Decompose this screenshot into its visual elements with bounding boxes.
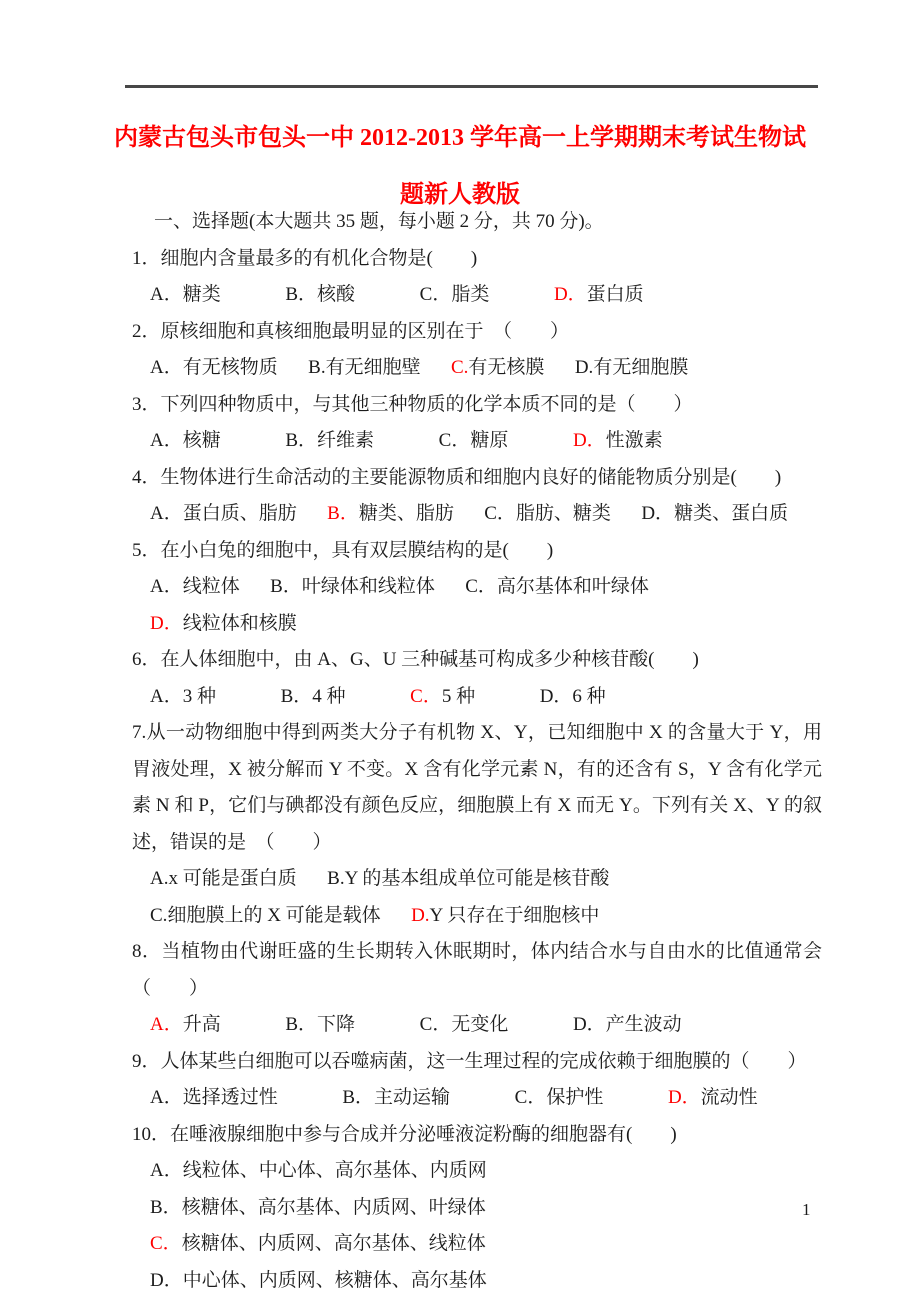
question-2-options-row [132,350,822,387]
option-text: 4 种 [312,685,346,707]
option-text: 糖类、脂肪 [358,503,454,524]
option-letter: B． [285,284,318,305]
question-5-stem: 5．在小白兔的细胞中，具有双层膜结构的是( ) [132,539,554,561]
question-9-stem: 9．人体某些白细胞可以吞噬病菌，这一生理过程的完成依赖于细胞膜的（ ） [132,1050,807,1072]
question-3-option-B [285,423,374,460]
question-1-options-row [132,277,822,314]
option-text: 有无细胞壁 [325,357,421,378]
option-letter: A． [150,430,183,451]
option-letter: B． [285,1014,318,1035]
question-10-stem: 10．在唾液腺细胞中参与合成并分泌唾液淀粉酶的细胞器有( ) [132,1123,677,1145]
option-letter: C． [419,1014,452,1035]
question-6-stem: 6．在人体细胞中，由 A、G、U 三种碱基可构成多少种核苷酸( ) [132,649,699,670]
option-text: 无变化 [451,1014,509,1035]
document-title-line1: 内蒙古包头市包头一中 2012-2013 学年高一上学期期末考试生物试 [114,125,806,151]
question-10-options-row [132,1190,822,1227]
option-letter: A. [150,868,169,889]
question-5-option-D [150,606,297,643]
question-5-options-row [132,569,822,642]
option-text: 核糖体、内质网、高尔基体、线粒体 [181,1233,486,1254]
option-text: 高尔基体和叶绿体 [496,576,649,597]
question-9-option-C [515,1080,604,1117]
question-6-option-C [410,679,475,716]
option-text: x 可能是蛋白质 [168,868,297,889]
option-text: 线粒体和核膜 [182,612,297,634]
option-text: 线粒体、中心体、高尔基体、内质网 [182,1160,487,1181]
option-text: 糖类、蛋白质 [674,503,789,524]
option-letter: B． [280,685,313,707]
question-3-option-A [150,423,221,460]
header-rule [125,85,818,88]
question-2-option-B [308,350,420,387]
question-10-option-D [150,1263,487,1300]
question-9-option-B [342,1080,450,1117]
option-text: 有无细胞膜 [593,357,689,378]
option-text: 脂类 [451,284,490,305]
option-text: 细胞膜上的 X 可能是载体 [167,904,381,926]
question-5-option-C [465,569,649,606]
option-letter: A． [150,357,183,378]
option-text: 糖类 [182,284,221,305]
option-letter: A． [150,1160,183,1181]
option-letter: D． [150,1269,183,1291]
option-letter: C. [150,904,168,926]
question-1-stem: 1．细胞内含量最多的有机化合物是( ) [132,247,478,269]
option-letter: C． [419,284,452,305]
question-9-options-row [132,1080,822,1117]
question-6-option-D [540,679,606,716]
answer-letter: A． [150,1014,183,1035]
option-letter: C． [514,1087,547,1108]
question-7-option-A [150,861,297,898]
document-title-line2: 题新人教版 [400,182,520,208]
option-text: 核酸 [317,284,356,305]
question-1-option-B [285,277,355,314]
option-letter: A． [150,1087,183,1108]
option-letter: D． [539,685,573,707]
option-text: 核糖体、高尔基体、内质网、叶绿体 [181,1196,486,1218]
option-text: 糖原 [470,430,509,451]
option-letter: B． [270,576,302,597]
question-3-option-D [573,423,663,460]
answer-letter: C. [450,357,469,378]
option-text: Y 的基本组成单位可能是核苷酸 [344,868,610,889]
option-letter: D. [574,357,594,378]
question-7-option-B [327,861,609,898]
section-header: 一、选择题(本大题共 35 题，每小题 2 分，共 70 分)。 [154,211,604,232]
option-text: 主动运输 [374,1087,451,1108]
question-7-options-row [132,861,822,898]
option-text: 叶绿体和线粒体 [301,576,435,597]
option-letter: A． [150,503,183,524]
option-letter: B． [342,1087,375,1108]
question-4-option-A [150,496,297,533]
option-text: 中心体、内质网、核糖体、高尔基体 [182,1269,487,1291]
option-text: 产生波动 [605,1014,682,1035]
option-letter: D． [641,503,675,524]
option-text: 3 种 [182,685,216,707]
question-8-option-C [420,1007,509,1044]
document-body [132,204,822,1299]
question-7-stem: 7.从一动物细胞中得到两类大分子有机物 X、Y，已知细胞中 X 的含量大于 Y，用胃液处理，X 被分解而 Y 不变。X 含有化学元素 N，有的还含有 S，Y 含有化学元素 N 和 P，它们与碘都没有颜色反应，细胞膜上有 X 而无 Y。下列有关 X、Y 的叙述，错误的是 （ ） [132,722,822,853]
question-10-options-row [132,1226,822,1263]
option-letter: A． [150,576,183,597]
option-text: 线粒体 [182,576,240,597]
answer-letter: D． [572,430,606,451]
option-text: 脂肪、糖类 [515,503,611,524]
question-8-options-row [132,1007,822,1044]
question-list [132,241,822,1300]
question-2-option-C [451,350,544,387]
question-2-option-D [575,350,689,387]
option-letter: A． [150,685,183,707]
answer-letter: D． [553,284,587,305]
option-letter: C． [465,576,497,597]
question-1-option-C [420,277,490,314]
answer-letter: D． [667,1087,701,1108]
option-text: 6 种 [572,685,606,707]
question-4-stem: 4．生物体进行生命活动的主要能源物质和细胞内良好的储能物质分别是( ) [132,466,782,488]
question-4-options-row [132,496,822,533]
question-3-stem: 3．下列四种物质中，与其他三种物质的化学本质不同的是（ ） [132,393,693,415]
question-8-option-D [573,1007,682,1044]
option-text: 蛋白质 [586,284,644,305]
question-10-option-A [150,1153,487,1190]
question-7-options-row [132,898,822,935]
option-letter: B. [327,868,345,889]
question-6-options-row [132,679,822,716]
option-text: 有无核物质 [182,357,278,378]
question-5-option-A [150,569,240,606]
option-letter: D． [572,1014,606,1035]
question-10-options-row [132,1153,822,1190]
answer-letter: B． [327,503,359,524]
question-7-option-C [150,898,381,935]
page-number: 1 [802,1200,811,1219]
option-text: 性激素 [605,430,663,451]
option-letter: C． [438,430,471,451]
question-10-options-row [132,1263,822,1300]
option-letter: B. [308,357,326,378]
option-letter: A． [150,284,183,305]
question-1-option-D [554,277,644,314]
option-text: 蛋白质、脂肪 [182,503,297,524]
question-4-option-C [484,496,611,533]
option-text: 流动性 [700,1087,758,1108]
question-2-stem: 2．原核细胞和真核细胞最明显的区别在于 （ ） [132,320,570,342]
question-9-option-D [668,1080,758,1117]
answer-letter: D. [411,904,430,926]
question-9-option-A [150,1080,278,1117]
option-letter: C． [484,503,516,524]
option-letter: B． [150,1196,182,1218]
option-text: 纤维素 [317,430,375,451]
question-3-options-row [132,423,822,460]
question-4-option-B [327,496,454,533]
question-6-option-A [150,679,216,716]
option-letter: B． [285,430,318,451]
answer-letter: C． [410,685,442,707]
answer-letter: C． [150,1233,182,1254]
option-text: 下降 [317,1014,356,1035]
question-7-option-D [411,898,599,935]
question-10-option-C [150,1226,486,1263]
question-10-option-B [150,1190,486,1227]
question-8-stem: 8．当植物由代谢旺盛的生长期转入休眠期时，体内结合水与自由水的比值通常会（ ） [132,941,822,999]
option-text: 升高 [182,1014,221,1035]
question-6-option-B [281,679,346,716]
question-1-option-A [150,277,221,314]
question-2-option-A [150,350,278,387]
question-5-option-B [270,569,435,606]
option-text: 5 种 [441,685,476,707]
answer-letter: D． [150,612,183,634]
option-text: 核糖 [182,430,221,451]
question-4-option-D [641,496,788,533]
option-text: 有无核膜 [468,357,545,378]
option-text: Y 只存在于细胞核中 [429,904,600,926]
question-8-option-A [150,1007,221,1044]
question-8-option-B [285,1007,355,1044]
option-text: 选择透过性 [182,1087,278,1108]
question-3-option-C [439,423,509,460]
option-text: 保护性 [546,1087,604,1108]
